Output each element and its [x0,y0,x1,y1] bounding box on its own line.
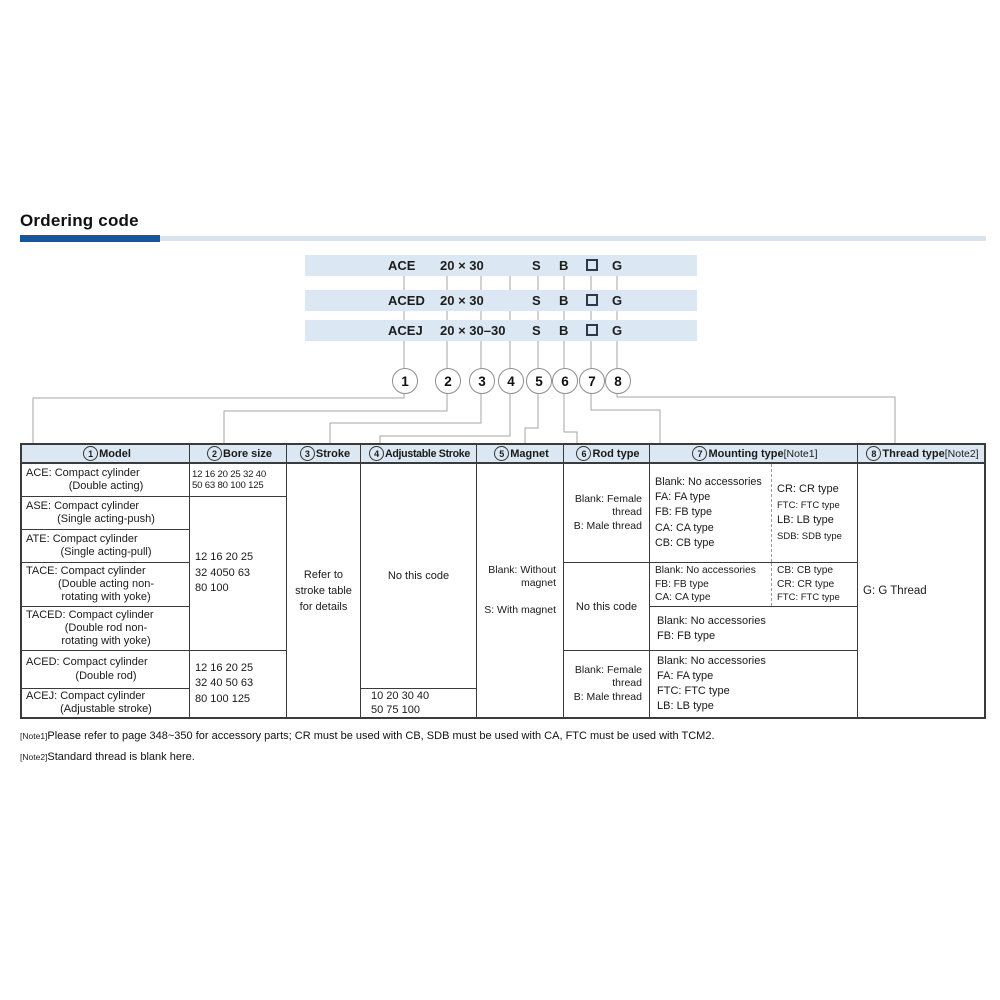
model-desc: (Double acting non- rotating with yoke) [57,577,154,604]
header-model [22,445,190,464]
header-label: Magnet [510,447,549,460]
code-bar-acej [305,320,697,341]
model-name: ACE: Compact cylinder [26,466,140,479]
note-2 [20,747,715,765]
model-desc: (Double rod non- rotating with yoke) [61,621,151,648]
code-bar-aced [305,290,697,311]
header-label: Stroke [315,447,351,460]
model-cell-aced [22,651,190,689]
code-thread: G [612,258,623,273]
ordering-code-table [20,443,986,719]
note-tag: [Note1] [20,731,48,741]
header-label: Mounting type [708,447,784,460]
mounting-cell-d: Blank: No accessories FA: FA type FTC: FTC type LB: LB type [650,651,858,717]
placeholder-square-icon [586,294,598,306]
callout-circle-3: 3 [469,368,495,394]
callout-circle-6: 6 [552,368,578,394]
callout-circle-8: 8 [605,368,631,394]
note-tag: [Note2] [20,752,48,762]
model-cell-tace [22,563,190,607]
title-underline-dark [20,235,160,242]
code-bore-stroke: 20 × 30 [440,293,484,308]
header-adjustable-stroke [361,445,477,464]
code-bar-ace [305,255,697,276]
callout-circle-5: 5 [526,368,552,394]
code-rod: B [559,323,569,338]
circled-4-icon: 4 [369,446,384,461]
circled-8-icon: 8 [866,446,881,461]
adjustable-stroke-none-cell: No this code [361,464,477,689]
model-cell-ace [22,464,190,497]
rod-type-cell-top [564,464,650,563]
code-magnet: S [532,293,541,308]
code-rod: B [559,258,569,273]
model-desc: (Single acting-push) [57,513,155,525]
header-rod-type [564,445,650,464]
mounting-b-left-options: Blank: No accessories FB: FB type CA: CA type [655,564,756,604]
notes [20,726,715,768]
callout-circle-4: 4 [498,368,524,394]
mounting-cell-a [650,464,858,563]
circled-3-icon: 3 [300,446,315,461]
model-name: TACED: Compact cylinder [26,608,154,621]
model-name: TACE: Compact cylinder [26,564,146,577]
header-label: Bore size [223,447,272,460]
mounting-a-right-options: CR: CR type FTC: FTC type LB: LB type SDB: SDB type [771,464,857,562]
model-name: ASE: Compact cylinder [26,499,140,512]
title-underline-light [160,236,986,241]
rod-type-cell-none: No this code [564,563,650,651]
circled-5-icon: 5 [494,446,509,461]
circled-2-icon: 2 [207,446,222,461]
header-label: Rod type [592,447,640,460]
mounting-a-left-options: Blank: No accessories FA: FA type FB: FB type CA: CA type CB: CB type [655,475,762,549]
rod-options: Blank: Female thread B: Male thread [573,663,642,703]
bore-cell-ace: 12 16 20 25 32 40 50 63 80 100 125 [190,464,287,497]
rod-options: Blank: Female thread B: Male thread [573,492,642,532]
model-desc: (Single acting-pull) [60,546,152,558]
model-cell-ase [22,497,190,530]
header-note-ref: [Note2] [944,447,979,460]
mounting-b-right-options: CB: CB type CR: CR type FTC: FTC type [771,563,857,606]
bore-cell-merged-mid: 12 16 20 25 32 4050 63 80 100 [190,497,287,651]
note-1 [20,726,715,744]
placeholder-square-icon [586,324,598,336]
magnet-cell [477,464,564,717]
header-note-ref: [Note1] [783,447,818,460]
magnet-option-without: Blank: Without magnet [488,564,556,589]
code-rod: B [559,293,569,308]
note-text: Standard thread is blank here. [47,751,195,763]
header-mounting-type [650,445,858,464]
adjustable-stroke-acej-cell: 10 20 30 40 50 75 100 [361,689,477,717]
code-model: ACED [388,293,425,308]
header-label: Thread type [882,447,945,460]
header-thread-type [858,445,984,464]
code-thread: G [612,293,623,308]
callout-circle-7: 7 [579,368,605,394]
callout-circle-2: 2 [435,368,461,394]
code-model: ACEJ [388,323,423,338]
code-magnet: S [532,258,541,273]
mounting-cell-b [650,563,858,607]
code-magnet: S [532,323,541,338]
header-label: Model [99,447,131,460]
code-model: ACE [388,258,416,273]
header-stroke [287,445,361,464]
model-desc: (Adjustable stroke) [60,703,152,715]
model-name: ATE: Compact cylinder [26,532,138,545]
model-cell-ate [22,530,190,563]
code-bore-stroke: 20 × 30 [440,258,484,273]
code-thread: G [612,323,623,338]
circled-1-icon: 1 [83,446,98,461]
callout-circle-1: 1 [392,368,418,394]
rod-type-cell-bottom [564,651,650,717]
model-name: ACED: Compact cylinder [26,656,148,669]
bore-cell-merged-low: 12 16 20 25 32 40 50 63 80 100 125 [190,651,287,717]
model-cell-acej [22,689,190,717]
placeholder-square-icon [586,259,598,271]
mounting-cell-c: Blank: No accessories FB: FB type [650,607,858,651]
model-desc: (Double acting) [68,480,144,492]
model-name: ACEJ: Compact cylinder [26,689,146,702]
circled-6-icon: 6 [576,446,591,461]
header-magnet [477,445,564,464]
title-underline [20,235,986,242]
magnet-option-with: S: With magnet [484,604,556,617]
circled-7-icon: 7 [692,446,707,461]
note-text: Please refer to page 348~350 for accessory parts; CR must be used with CB, SDB must be used with CA, FTC must be used with TCM2. [47,730,715,742]
header-label: Adjustable Stroke [385,447,470,460]
stroke-cell: Refer to stroke table for details [287,464,361,717]
model-desc: (Double rod) [75,669,137,682]
page-title: Ordering code [20,211,139,230]
code-bore-stroke: 20 × 30–30 [440,323,506,338]
thread-type-cell: G: G Thread [863,584,927,597]
header-bore-size [190,445,287,464]
model-cell-taced [22,607,190,651]
